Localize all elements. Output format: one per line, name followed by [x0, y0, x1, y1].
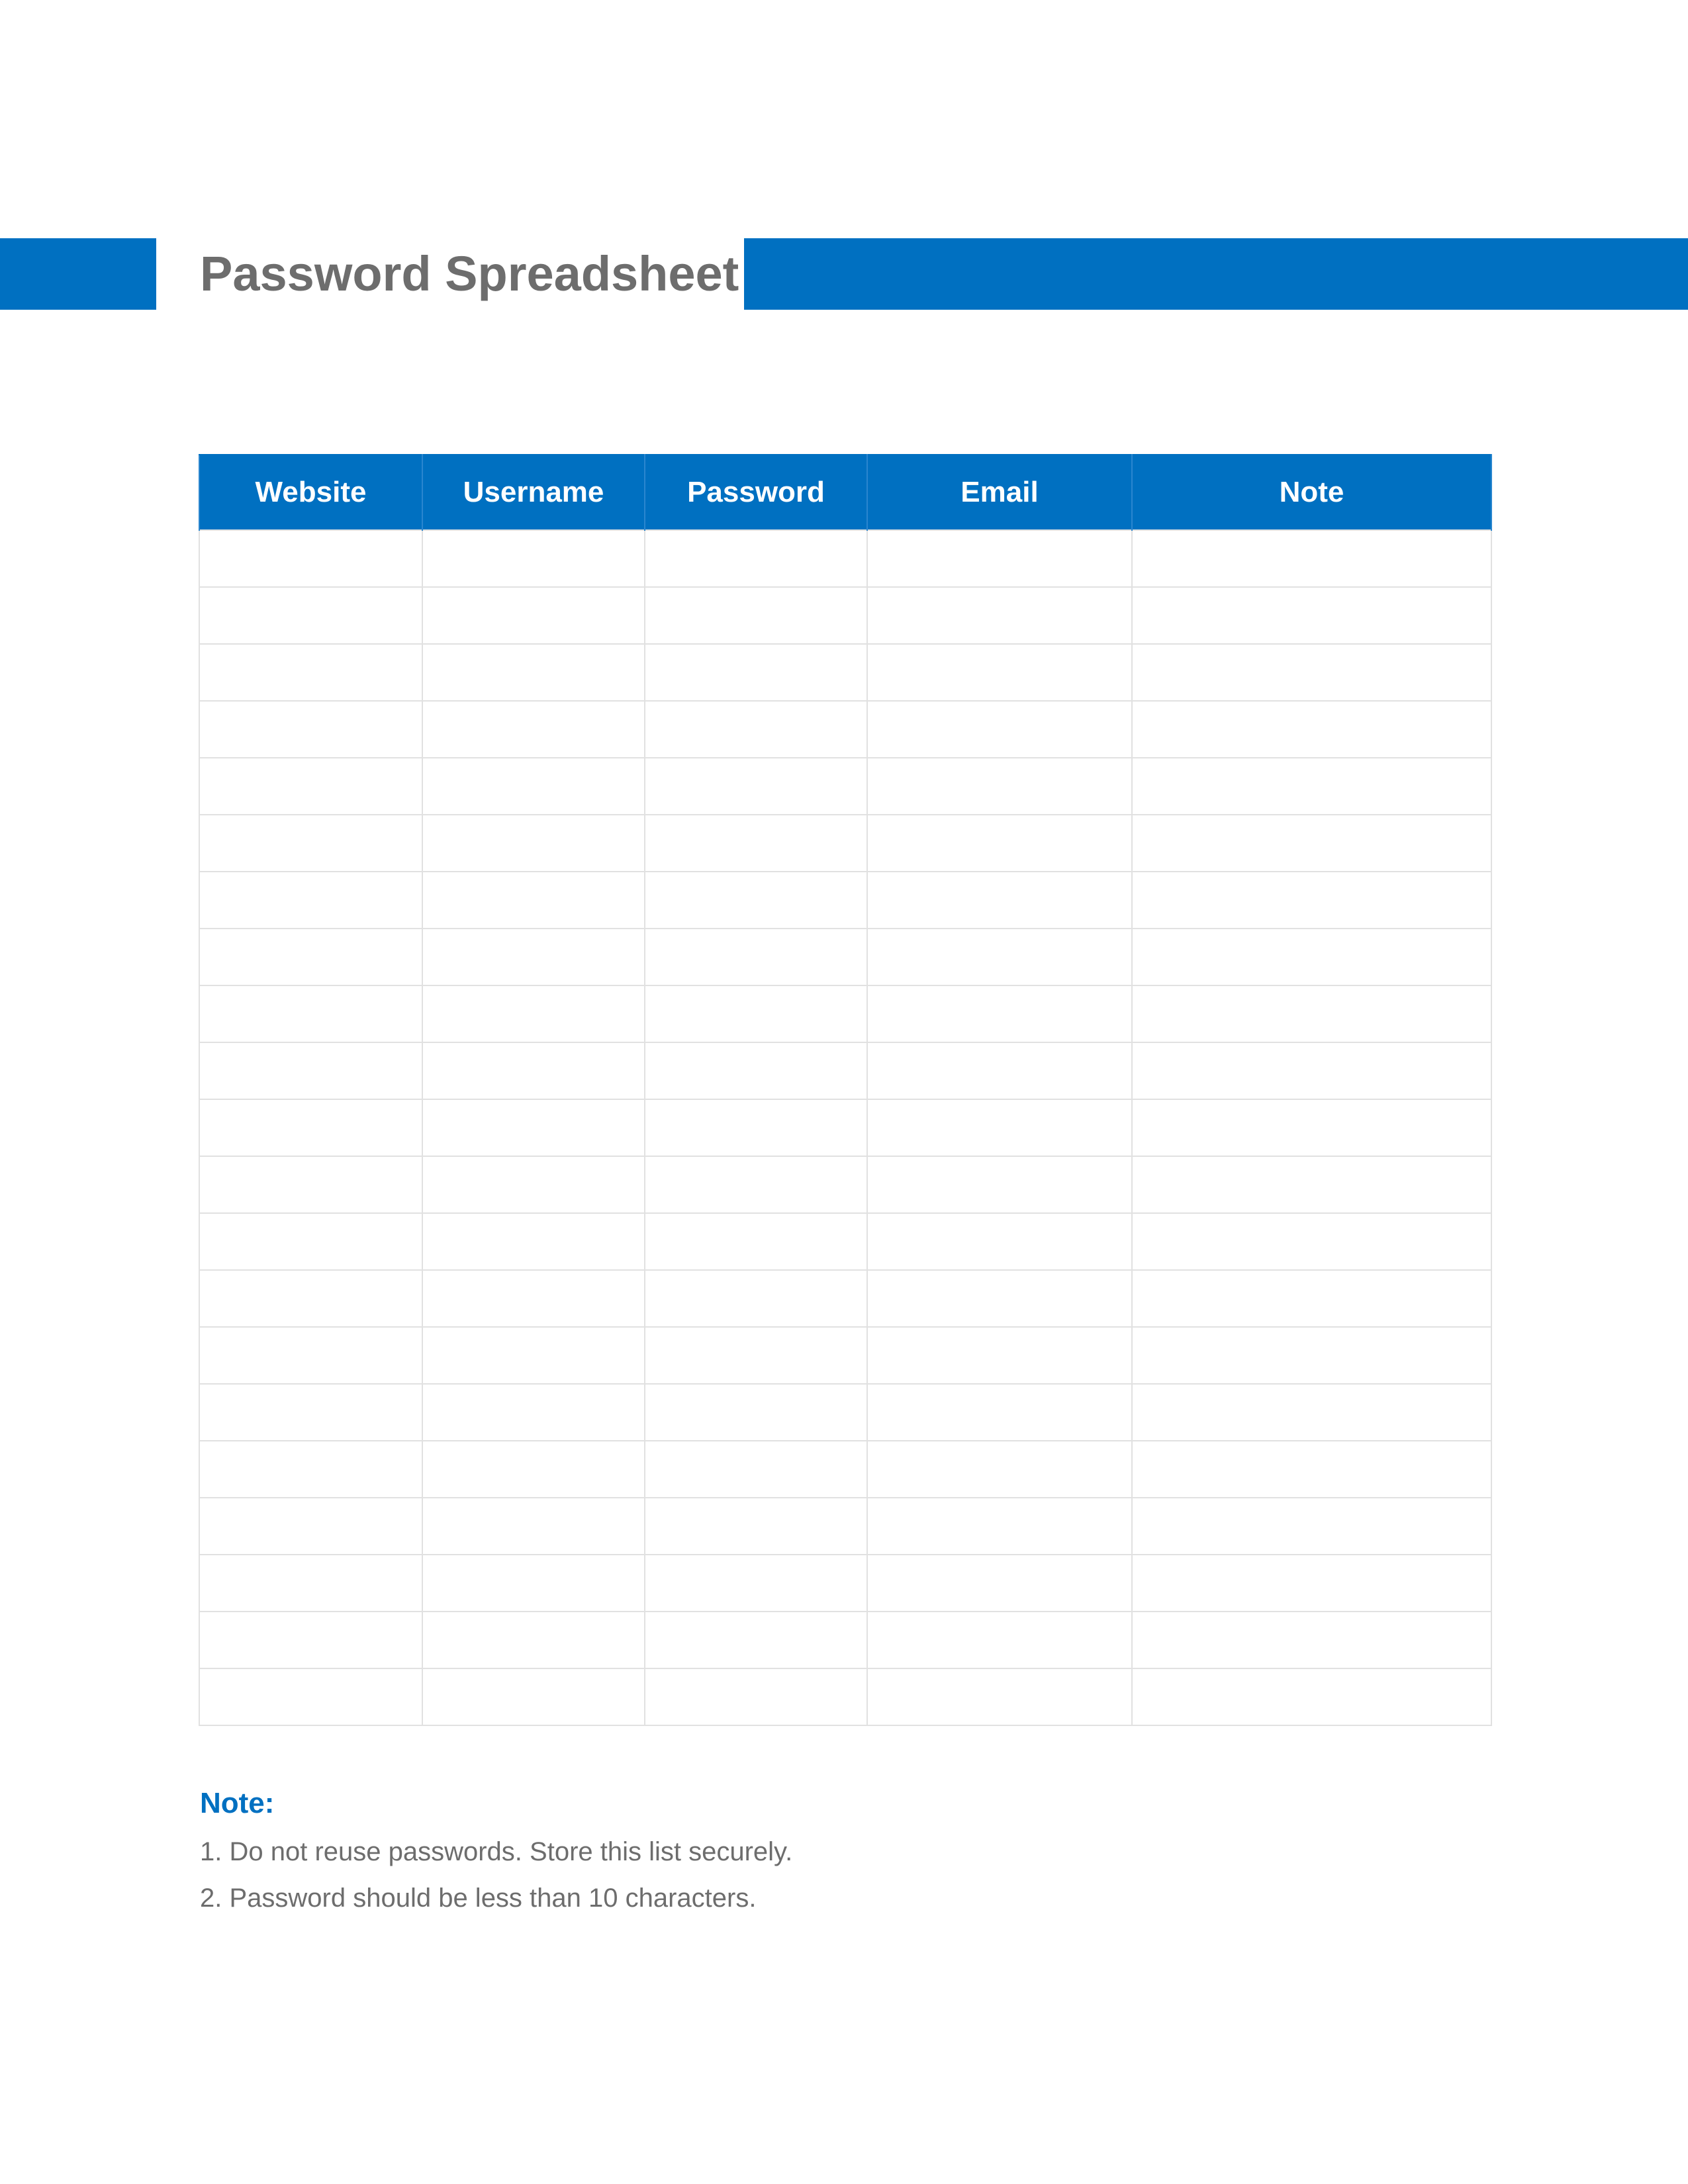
column-header-username: Username [422, 455, 645, 530]
table-cell-password[interactable] [645, 985, 867, 1042]
table-cell-username[interactable] [422, 1270, 645, 1327]
table-cell-website[interactable] [199, 985, 422, 1042]
table-cell-website[interactable] [199, 1213, 422, 1270]
table-cell-website[interactable] [199, 701, 422, 758]
table-cell-website[interactable] [199, 587, 422, 644]
table-row [199, 701, 1491, 758]
table-cell-note[interactable] [1132, 1384, 1491, 1441]
table-cell-password[interactable] [645, 701, 867, 758]
table-cell-note[interactable] [1132, 815, 1491, 872]
table-cell-username[interactable] [422, 1156, 645, 1213]
table-cell-email[interactable] [867, 815, 1132, 872]
table-cell-username[interactable] [422, 587, 645, 644]
table-cell-note[interactable] [1132, 1156, 1491, 1213]
table-cell-username[interactable] [422, 1327, 645, 1384]
note-item: 1. Do not reuse passwords. Store this list securely. [200, 1837, 793, 1866]
table-cell-email[interactable] [867, 872, 1132, 929]
table-row [199, 1042, 1491, 1099]
table-cell-password[interactable] [645, 1612, 867, 1668]
table-cell-username[interactable] [422, 815, 645, 872]
table-cell-website[interactable] [199, 1099, 422, 1156]
table-cell-username[interactable] [422, 1441, 645, 1498]
table-cell-password[interactable] [645, 1498, 867, 1555]
table-row [199, 1384, 1491, 1441]
page-title: Password Spreadsheet [200, 246, 739, 301]
table-cell-password[interactable] [645, 872, 867, 929]
table-row [199, 1099, 1491, 1156]
table-cell-password[interactable] [645, 530, 867, 587]
table-cell-username[interactable] [422, 1213, 645, 1270]
table-cell-website[interactable] [199, 1612, 422, 1668]
column-header-website: Website [199, 455, 422, 530]
table-cell-website[interactable] [199, 1441, 422, 1498]
table-cell-email[interactable] [867, 1213, 1132, 1270]
table-cell-note[interactable] [1132, 872, 1491, 929]
table-cell-username[interactable] [422, 872, 645, 929]
table-cell-website[interactable] [199, 1270, 422, 1327]
table-cell-note[interactable] [1132, 929, 1491, 985]
notes-heading: Note: [200, 1787, 275, 1819]
table-cell-note[interactable] [1132, 701, 1491, 758]
table-cell-username[interactable] [422, 1099, 645, 1156]
table-cell-note[interactable] [1132, 1270, 1491, 1327]
table-cell-password[interactable] [645, 1156, 867, 1213]
column-header-note: Note [1132, 455, 1491, 530]
table-cell-note[interactable] [1132, 1213, 1491, 1270]
table-cell-password[interactable] [645, 1099, 867, 1156]
table-cell-username[interactable] [422, 1612, 645, 1668]
table-cell-email[interactable] [867, 1270, 1132, 1327]
table-cell-note[interactable] [1132, 1327, 1491, 1384]
table-cell-username[interactable] [422, 1384, 645, 1441]
table-body [199, 530, 1491, 1725]
table-cell-password[interactable] [645, 1668, 867, 1725]
table-row [199, 644, 1491, 701]
table-cell-note[interactable] [1132, 1668, 1491, 1725]
table-row [199, 1498, 1491, 1555]
table-cell-note[interactable] [1132, 530, 1491, 587]
table-cell-email[interactable] [867, 1668, 1132, 1725]
table-row [199, 530, 1491, 587]
table-cell-website[interactable] [199, 1668, 422, 1725]
table-cell-username[interactable] [422, 1668, 645, 1725]
table-cell-username[interactable] [422, 758, 645, 815]
table-cell-password[interactable] [645, 587, 867, 644]
table-cell-password[interactable] [645, 1213, 867, 1270]
table-row [199, 1668, 1491, 1725]
table-cell-email[interactable] [867, 530, 1132, 587]
table-cell-username[interactable] [422, 701, 645, 758]
table-cell-email[interactable] [867, 701, 1132, 758]
table-cell-email[interactable] [867, 1099, 1132, 1156]
table-cell-website[interactable] [199, 872, 422, 929]
password-table [199, 454, 1492, 1726]
table-cell-website[interactable] [199, 929, 422, 985]
table-cell-username[interactable] [422, 985, 645, 1042]
table-cell-email[interactable] [867, 1156, 1132, 1213]
table-cell-note[interactable] [1132, 758, 1491, 815]
table-cell-password[interactable] [645, 644, 867, 701]
table-row [199, 1612, 1491, 1668]
table-cell-email[interactable] [867, 1555, 1132, 1612]
table-row [199, 587, 1491, 644]
header-accent-bar-left [0, 238, 156, 310]
table-cell-note[interactable] [1132, 1612, 1491, 1668]
table-cell-password[interactable] [645, 1555, 867, 1612]
table-cell-password[interactable] [645, 1384, 867, 1441]
table-cell-note[interactable] [1132, 985, 1491, 1042]
column-header-email: Email [867, 455, 1132, 530]
table-cell-email[interactable] [867, 1384, 1132, 1441]
table-row [199, 1327, 1491, 1384]
table-row [199, 758, 1491, 815]
table-cell-website[interactable] [199, 1042, 422, 1099]
table-cell-username[interactable] [422, 1498, 645, 1555]
table-cell-website[interactable] [199, 1327, 422, 1384]
table-cell-note[interactable] [1132, 1498, 1491, 1555]
table-cell-username[interactable] [422, 644, 645, 701]
table-cell-username[interactable] [422, 929, 645, 985]
table-cell-email[interactable] [867, 1612, 1132, 1668]
table-cell-website[interactable] [199, 530, 422, 587]
table-cell-email[interactable] [867, 1327, 1132, 1384]
table-cell-website[interactable] [199, 1156, 422, 1213]
table-cell-note[interactable] [1132, 644, 1491, 701]
table-header-row [199, 455, 1491, 530]
table-cell-email[interactable] [867, 1498, 1132, 1555]
table-cell-username[interactable] [422, 1042, 645, 1099]
table-row [199, 815, 1491, 872]
table-cell-note[interactable] [1132, 1042, 1491, 1099]
table-cell-email[interactable] [867, 758, 1132, 815]
table-cell-website[interactable] [199, 758, 422, 815]
table-cell-website[interactable] [199, 644, 422, 701]
table-cell-website[interactable] [199, 1555, 422, 1612]
table-row [199, 985, 1491, 1042]
header-accent-bar-right [744, 238, 1688, 310]
table-cell-email[interactable] [867, 985, 1132, 1042]
table-cell-note[interactable] [1132, 587, 1491, 644]
table-row [199, 1441, 1491, 1498]
note-item: 2. Password should be less than 10 characters. [200, 1884, 757, 1913]
table-cell-note[interactable] [1132, 1099, 1491, 1156]
table-cell-username[interactable] [422, 1555, 645, 1612]
column-header-password: Password [645, 455, 867, 530]
table-cell-password[interactable] [645, 815, 867, 872]
table-row [199, 872, 1491, 929]
table-cell-website[interactable] [199, 1384, 422, 1441]
table-cell-note[interactable] [1132, 1441, 1491, 1498]
table-row [199, 1270, 1491, 1327]
table-row [199, 1213, 1491, 1270]
table-cell-email[interactable] [867, 1042, 1132, 1099]
table-cell-password[interactable] [645, 1042, 867, 1099]
table-cell-password[interactable] [645, 1441, 867, 1498]
table-row [199, 1156, 1491, 1213]
table-cell-password[interactable] [645, 1270, 867, 1327]
table-cell-email[interactable] [867, 1441, 1132, 1498]
table-cell-password[interactable] [645, 1327, 867, 1384]
table-cell-username[interactable] [422, 530, 645, 587]
table-cell-email[interactable] [867, 644, 1132, 701]
table-cell-website[interactable] [199, 815, 422, 872]
table-cell-note[interactable] [1132, 1555, 1491, 1612]
table-cell-password[interactable] [645, 929, 867, 985]
table-cell-password[interactable] [645, 758, 867, 815]
table-row [199, 929, 1491, 985]
table-cell-website[interactable] [199, 1498, 422, 1555]
table-row [199, 1555, 1491, 1612]
table-cell-email[interactable] [867, 929, 1132, 985]
table-cell-email[interactable] [867, 587, 1132, 644]
